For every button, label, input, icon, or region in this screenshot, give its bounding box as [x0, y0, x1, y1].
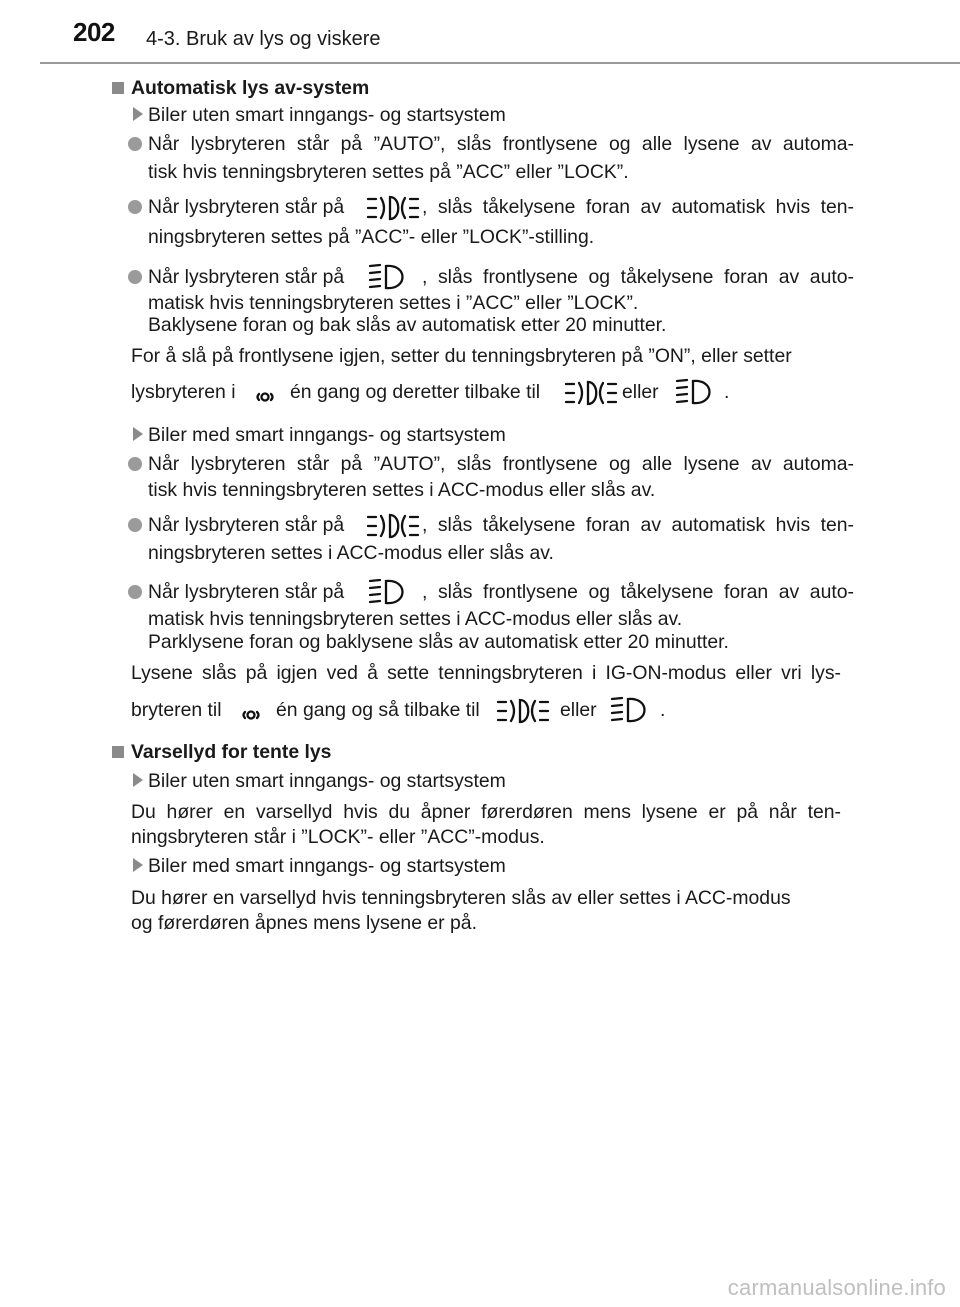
parking-light-icon: [366, 511, 420, 541]
section-square-icon: [112, 746, 124, 758]
subsection-heading: Biler uten smart inngangs- og startsystem: [148, 770, 506, 792]
parking-light-icon: [564, 378, 618, 408]
headlight-icon: [610, 695, 654, 725]
subsection-heading: Biler uten smart inngangs- og startsystem: [148, 104, 506, 126]
headlight-icon: [368, 577, 412, 607]
page-number: 202: [73, 17, 115, 47]
headlight-icon: [675, 377, 719, 407]
paragraph-line: bryteren til: [131, 699, 222, 721]
paragraph-line: Når lysbryteren står på ”AUTO”, slås frontlysene og alle lysene av automa-: [148, 133, 854, 155]
paragraph-line: Du hører en varsellyd hvis tenningsbryteren slås av eller settes i ACC-modus: [131, 887, 791, 909]
bullet-dot-icon: [128, 137, 142, 151]
paragraph-line: Du hører en varsellyd hvis du åpner førerdøren mens lysene er på når ten-: [131, 801, 841, 823]
page-header: [0, 0, 960, 62]
paragraph-line: Baklysene foran og bak slås av automatisk etter 20 minutter.: [148, 314, 667, 336]
paragraph-line: ningsbryteren settes på ”ACC”- eller ”LOCK”-stilling.: [148, 226, 595, 248]
subsection-heading: Biler med smart inngangs- og startsystem: [148, 855, 506, 877]
paragraph-line: eller: [622, 381, 659, 403]
bullet-dot-icon: [128, 200, 142, 214]
bullet-dot-icon: [128, 270, 142, 284]
paragraph-line: matisk hvis tenningsbryteren settes i ”ACC” eller ”LOCK”.: [148, 292, 639, 314]
section-heading: Varsellyd for tente lys: [131, 741, 332, 763]
paragraph-line: lysbryteren i: [131, 381, 236, 403]
paragraph-line: ningsbryteren står i ”LOCK”- eller ”ACC”-modus.: [131, 826, 545, 848]
paragraph-line: Lysene slås på igjen ved å sette tenningsbryteren i IG-ON-modus eller vri lys-: [131, 662, 841, 684]
paragraph-line: tisk hvis tenningsbryteren settes på ”ACC” eller ”LOCK”.: [148, 161, 629, 183]
paragraph-line: tisk hvis tenningsbryteren settes i ACC-modus eller slås av.: [148, 479, 656, 501]
paragraph-line: Når lysbryteren står på: [148, 196, 345, 218]
paragraph-line: Når lysbryteren står på: [148, 266, 345, 288]
footer-watermark[interactable]: carmanualsonline.info: [727, 1275, 946, 1300]
paragraph-line: .: [660, 699, 666, 721]
section-heading: Automatisk lys av-system: [131, 77, 370, 99]
paragraph-line: eller: [560, 699, 597, 721]
paragraph-line: .: [724, 381, 730, 403]
headlight-icon: [368, 262, 412, 292]
paragraph-line: Når lysbryteren står på ”AUTO”, slås frontlysene og alle lysene av automa-: [148, 453, 854, 475]
paragraph-line: matisk hvis tenningsbryteren settes i ACC-modus eller slås av.: [148, 608, 683, 630]
paragraph-line: , slås tåkelysene foran av automatisk hvis ten-: [422, 196, 854, 218]
paragraph-line: og førerdøren åpnes mens lysene er på.: [131, 912, 477, 934]
triangle-bullet-icon: [133, 858, 143, 872]
tail-light-icon: [239, 703, 263, 727]
triangle-bullet-icon: [133, 773, 143, 787]
section-square-icon: [112, 82, 124, 94]
paragraph-line: For å slå på frontlysene igjen, setter du tenningsbryteren på ”ON”, eller setter: [131, 345, 792, 367]
paragraph-line: ningsbryteren settes i ACC-modus eller slås av.: [148, 542, 554, 564]
paragraph-line: , slås frontlysene og tåkelysene foran av auto-: [422, 266, 854, 288]
chapter-title: 4-3. Bruk av lys og viskere: [146, 28, 381, 50]
paragraph-line: , slås frontlysene og tåkelysene foran av auto-: [422, 581, 854, 603]
paragraph-line: Når lysbryteren står på: [148, 514, 345, 536]
parking-light-icon: [496, 696, 550, 726]
bullet-dot-icon: [128, 585, 142, 599]
triangle-bullet-icon: [133, 427, 143, 441]
paragraph-line: Når lysbryteren står på: [148, 581, 345, 603]
parking-light-icon: [366, 193, 420, 223]
bullet-dot-icon: [128, 457, 142, 471]
header-divider: [40, 62, 960, 64]
paragraph-line: én gang og så tilbake til: [276, 699, 480, 721]
tail-light-icon: [253, 385, 277, 409]
paragraph-line: Parklysene foran og baklysene slås av automatisk etter 20 minutter.: [148, 631, 729, 653]
triangle-bullet-icon: [133, 107, 143, 121]
bullet-dot-icon: [128, 518, 142, 532]
paragraph-line: én gang og deretter tilbake til: [290, 381, 541, 403]
paragraph-line: , slås tåkelysene foran av automatisk hvis ten-: [422, 514, 854, 536]
subsection-heading: Biler med smart inngangs- og startsystem: [148, 424, 506, 446]
